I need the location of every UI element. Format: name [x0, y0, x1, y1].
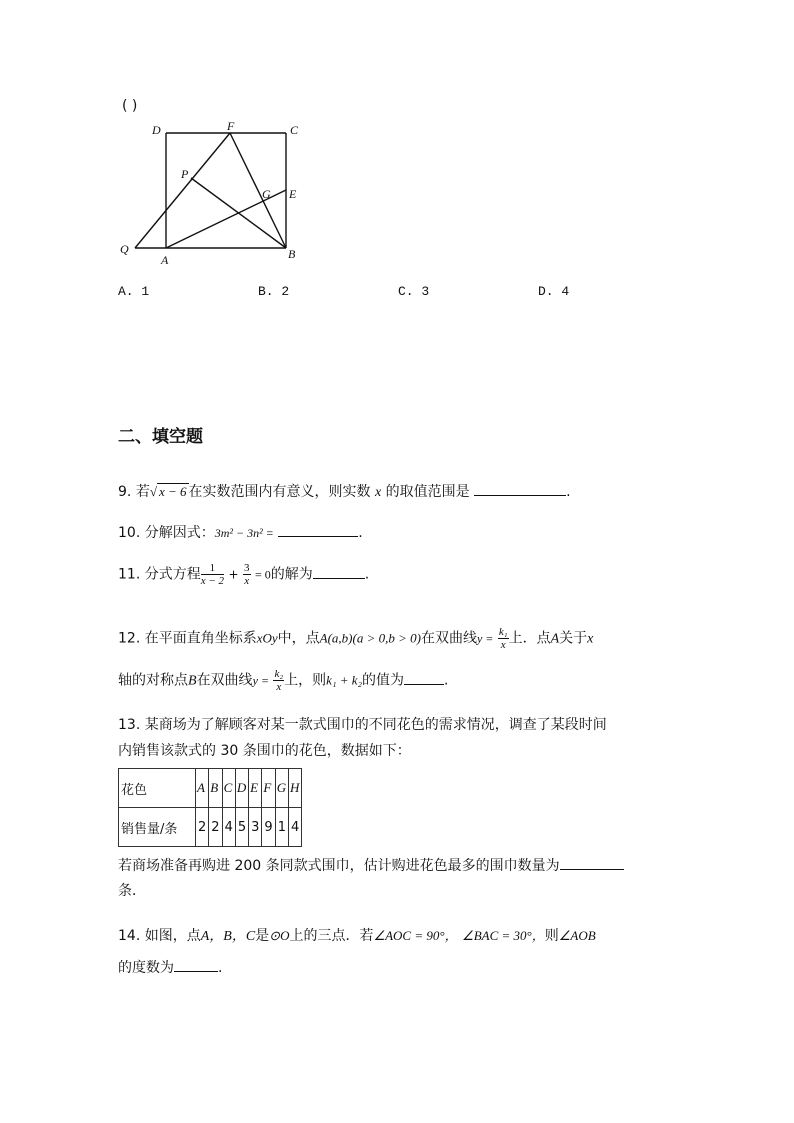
q9-post2: 的取值范围是 [385, 484, 470, 500]
q14-line2: 的度数为 [118, 960, 174, 976]
table-cell: C [222, 769, 235, 808]
point-label-c: C [290, 123, 299, 137]
table-cell: 5 [235, 808, 248, 847]
q9-answer-blank[interactable] [474, 483, 566, 496]
q14-text-2: 是 [255, 928, 270, 944]
table-header-sales: 销售量/条 [119, 808, 196, 847]
table-cell: 4 [222, 808, 235, 847]
q14-aob: ∠AOB [558, 928, 596, 943]
q14-bac: ∠BAC = 30°， [462, 928, 545, 943]
q12-b: B [188, 673, 197, 689]
line-fb [230, 133, 286, 248]
table-header-color: 花色 [119, 769, 196, 808]
point-label-e: E [289, 187, 297, 201]
point-label-d: D [152, 123, 161, 137]
q14-text-1: 如图，点 [144, 928, 201, 944]
q12-y-eq-2: y = [252, 673, 269, 688]
answer-paren: ( ) [122, 98, 138, 114]
question-14-line-2 [118, 957, 222, 977]
q14-aoc: ∠AOC = 90°， [373, 928, 458, 943]
q14-end: . [218, 960, 223, 976]
q9-end: . [566, 484, 571, 500]
option-b: B. 2 [258, 284, 290, 299]
q9-radical: √ x − 6 [149, 484, 187, 499]
q9-number: 9. [118, 484, 132, 500]
point-label-b: B [288, 247, 296, 261]
question-12-line-1 [118, 626, 593, 651]
table-cell: B [209, 769, 222, 808]
table-row [119, 808, 302, 847]
question-10 [118, 522, 363, 542]
table-cell: 2 [196, 808, 209, 847]
table-cell: E [249, 769, 262, 808]
option-d: D. 4 [538, 284, 570, 299]
table-cell: A [196, 769, 209, 808]
line-pb [191, 178, 286, 248]
table-cell: G [275, 769, 288, 808]
q12-number: 12. [118, 630, 141, 647]
q10-pre: 分解因式： [144, 525, 215, 541]
table-cell: 2 [209, 808, 222, 847]
q10-end: . [358, 525, 363, 541]
q10-number: 10. [118, 525, 141, 541]
table-cell: D [235, 769, 248, 808]
q14-circle: ⊙O [269, 928, 290, 943]
q11-fraction-2: $\frac{3}{x}$ [244, 562, 250, 587]
line-qf [135, 133, 230, 248]
point-label-f: F [227, 119, 235, 133]
q11-answer-blank[interactable] [313, 566, 365, 579]
table-cell: 1 [275, 808, 288, 847]
q14-number: 14. [118, 928, 141, 944]
q12-fraction-2: $\frac{\text{k₂}}{x}$ [274, 668, 284, 693]
q12-text-5: 关于 [559, 630, 588, 647]
table-cell: 4 [288, 808, 301, 847]
question-11 [118, 562, 369, 587]
q9-post: 在实数范围内有意义，则实数 [188, 484, 371, 500]
point-label-g: G [262, 187, 271, 201]
q13-after-2: 条． [118, 883, 146, 899]
q12-text-1: 在平面直角坐标系 [144, 630, 257, 647]
q9-var: x [374, 485, 382, 500]
q13-after-text: 若商场准备再购进 200 条同款式围巾，估计购进花色最多的围巾数量为 [118, 858, 560, 874]
q11-number: 11. [118, 566, 141, 583]
section-title: 二、填空题 [118, 427, 203, 447]
q14-abc: A，B，C [200, 929, 256, 944]
table-cell: 3 [249, 808, 262, 847]
point-label-a: A [161, 253, 169, 267]
question-14-line-1 [118, 925, 596, 945]
sales-table [118, 768, 302, 847]
q13-line-1: 13. 某商场为了解顾客对某一款式围巾的不同花色的需求情况，调查了某段时间 [118, 717, 607, 733]
q12-line2-a: 轴的对称点 [118, 672, 188, 689]
table-cell: H [288, 769, 301, 808]
q11-post: 的解为 [270, 566, 313, 583]
q12-line2-b: 在双曲线 [196, 672, 253, 689]
q12-xoy: xOy [256, 630, 278, 646]
q14-text-4: 则 [544, 928, 559, 944]
q13-after-1 [118, 855, 624, 875]
q12-y-eq-1: y = [476, 631, 494, 646]
question-12-line-2 [118, 668, 448, 693]
table-cell: 9 [262, 808, 275, 847]
q11-fraction-1: $\frac{1}{x - 2}$ [200, 562, 225, 587]
q12-x: x [587, 631, 594, 647]
q11-eq: = 0 [254, 567, 271, 582]
q12-sum: k₁ + k₂ [326, 672, 363, 688]
q14-text-3: 上的三点．若 [289, 928, 374, 944]
q12-answer-blank[interactable] [404, 672, 444, 685]
q10-expr: 3m² − 3n² = [214, 526, 274, 540]
q14-answer-blank[interactable] [174, 959, 218, 972]
geometry-figure [110, 118, 310, 268]
q13-line-2: 内销售该款式的 30 条围巾的花色，数据如下： [118, 743, 411, 759]
q12-fraction-1: $\frac{\text{k₁}}{x}$ [498, 626, 508, 651]
q12-text-3: 在双曲线 [420, 630, 477, 647]
point-label-q: Q [120, 242, 129, 256]
q12-end: . [444, 672, 449, 689]
option-c: C. 3 [398, 284, 430, 299]
question-9 [118, 481, 571, 501]
q12-line2-d: 的值为 [362, 672, 405, 689]
table-cell: F [262, 769, 275, 808]
q9-pre: 若 [135, 484, 150, 500]
q12-a: A [550, 631, 560, 647]
q9-radicand: x − 6 [158, 484, 187, 499]
q11-end: . [364, 566, 370, 583]
q10-answer-blank[interactable] [278, 524, 358, 537]
q12-point-a: A(a,b)(a > 0,b > 0) [319, 630, 421, 646]
option-a: A. 1 [118, 284, 150, 299]
point-label-p: P [181, 167, 189, 181]
table-row [119, 769, 302, 808]
q12-text-2: 中，点 [277, 630, 320, 647]
q12-text-4: 上．点 [508, 630, 551, 647]
q11-plus: + [228, 567, 239, 582]
q13-answer-blank[interactable] [560, 857, 624, 870]
q12-line2-c: 上，则 [284, 672, 327, 689]
q11-pre: 分式方程 [144, 566, 201, 583]
